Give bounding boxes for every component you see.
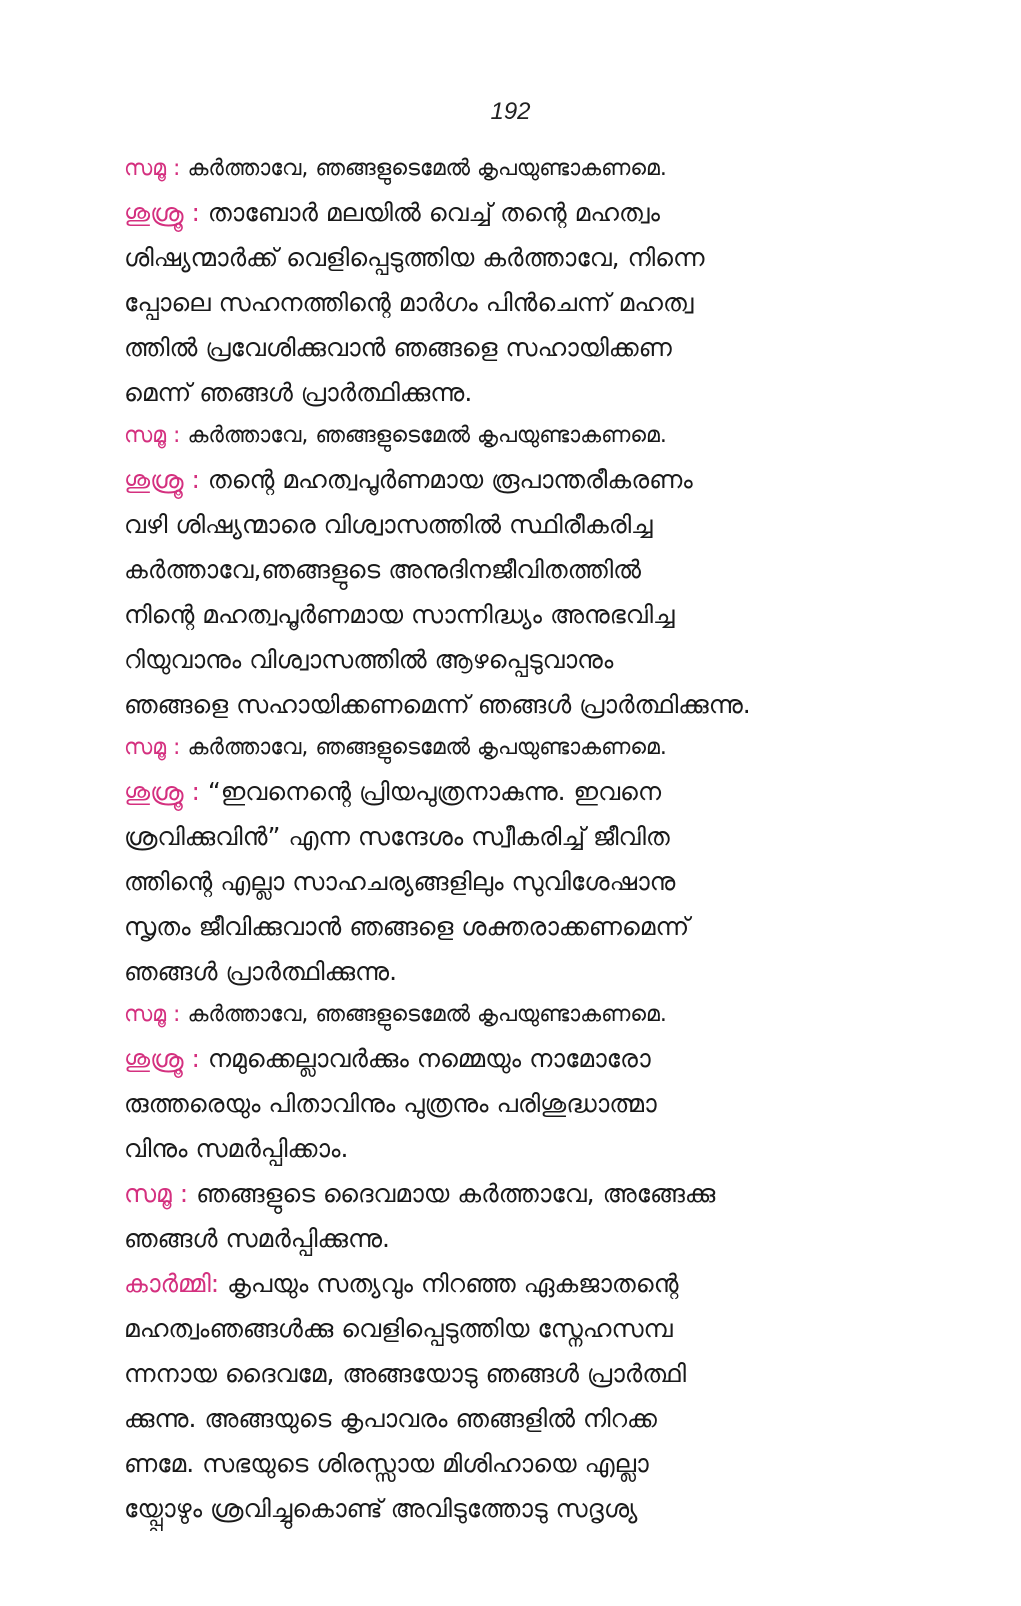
text-line: ത്തിന്റെ എല്ലാ സാഹചര്യങ്ങളിലും സുവിശേഷാനു: [124, 867, 676, 896]
text-line: സമൂ : കർത്താവേ, ഞങ്ങളുടെമേൽ കൃപയുണ്ടാകണമെ.: [124, 156, 667, 181]
speaker-label: സമൂ :: [124, 156, 181, 181]
text-line: ന്നനായ ദൈവമേ, അങ്ങയോടു ഞങ്ങൾ പ്രാർത്ഥി: [124, 1359, 687, 1388]
text-line: ശുശ്രൂ : തന്റെ മഹത്വപൂർണമായ രൂപാന്തരീകരണം: [124, 465, 693, 494]
text-line: കർത്താവേ,ഞങ്ങളുടെ അനുദിനജീവിതത്തിൽ: [124, 555, 642, 584]
text-line: ത്തിൽ പ്രവേശിക്കുവാൻ ഞങ്ങളെ സഹായിക്കണ: [124, 333, 672, 362]
text-line: യ്പ്പോഴും ശ്രവിച്ചുകൊണ്ട് അവിടുത്തോടു സദൃശ്യ: [124, 1494, 638, 1523]
prayer-text: [124, 148, 880, 1531]
offering-response-block: [124, 1171, 880, 1261]
speaker-label: സമൂ :: [124, 423, 181, 448]
text-line: മഹത്വംഞങ്ങൾക്കു വെളിപ്പെടുത്തിയ സ്നേഹസമ്പ: [124, 1314, 673, 1343]
text-line: ശ്രവിക്കുവിൻ” എന്ന സന്ദേശം സ്വീകരിച്ച് ജീവിത: [124, 822, 670, 851]
intercession-block: [124, 1036, 880, 1171]
text-line: റിയുവാനും വിശ്വാസത്തിൽ ആഴപ്പെടുവാനും: [124, 645, 614, 674]
intercession-block: [124, 190, 880, 415]
text-line: നിന്റെ മഹത്വപൂർണമായ സാന്നിദ്ധ്യം അനുഭവിച്ച: [124, 600, 675, 629]
text-line: സമൂ : കർത്താവേ, ഞങ്ങളുടെമേൽ കൃപയുണ്ടാകണമെ.: [124, 1002, 667, 1027]
text-line: സൃതം ജീവിക്കുവാൻ ഞങ്ങളെ ശക്തരാക്കണമെന്ന്: [124, 912, 690, 941]
response-block: [124, 415, 880, 457]
text-line: സമൂ : കർത്താവേ, ഞങ്ങളുടെമേൽ കൃപയുണ്ടാകണമെ.: [124, 423, 667, 448]
text-line: ശുശ്രൂ : “ഇവനെന്റെ പ്രിയപുത്രനാകുന്നു. ഇവനെ: [124, 777, 662, 806]
text-line: ണമേ. സഭയുടെ ശിരസ്സായ മിശിഹായെ എല്ലാ: [124, 1449, 649, 1478]
intercession-block: [124, 769, 880, 994]
speaker-label: സമൂ :: [124, 1179, 189, 1208]
text-line: പ്പോലെ സഹനത്തിന്റെ മാർഗം പിൻചെന്ന് മഹത്വ: [124, 288, 694, 317]
text-line: ഞങ്ങളെ സഹായിക്കണമെന്ന് ഞങ്ങൾ പ്രാർത്ഥിക്കുന്നു.: [124, 690, 751, 719]
text-line: മെന്ന് ഞങ്ങൾ പ്രാർത്ഥിക്കുന്നു.: [124, 378, 473, 407]
text-line: ശുശ്രൂ : താബോർ മലയിൽ വെച്ച് തന്റെ മഹത്വം: [124, 198, 660, 227]
celebrant-prayer-block: [124, 1261, 880, 1531]
page-number: 192: [490, 98, 531, 125]
text-line: വഴി ശിഷ്യന്മാരെ വിശ്വാസത്തിൽ സ്ഥിരീകരിച്ച: [124, 510, 653, 539]
text-line: ഞങ്ങൾ പ്രാർത്ഥിക്കുന്നു.: [124, 957, 398, 986]
response-block: [124, 727, 880, 769]
text-line: രുത്തരെയും പിതാവിനും പുത്രനും പരിശുദ്ധാത്മാ: [124, 1089, 657, 1118]
response-block: [124, 994, 880, 1036]
text-line: വിനും സമർപ്പിക്കാം.: [124, 1134, 349, 1163]
speaker-label: ശുശ്രൂ :: [124, 1044, 200, 1073]
speaker-label: ശുശ്രൂ :: [124, 198, 200, 227]
text-line: സമൂ : കർത്താവേ, ഞങ്ങളുടെമേൽ കൃപയുണ്ടാകണമെ.: [124, 735, 667, 760]
text-line: ശുശ്രൂ : നമുക്കെല്ലാവർക്കും നമ്മെയും നാമോരോ: [124, 1044, 651, 1073]
speaker-label: സമൂ :: [124, 735, 181, 760]
speaker-label: കാർമ്മി:: [124, 1269, 220, 1298]
intercession-block: [124, 457, 880, 727]
text-line: ക്കുന്നു. അങ്ങയുടെ കൃപാവരം ഞങ്ങളിൽ നിറക്ക: [124, 1404, 657, 1433]
text-line: ശിഷ്യന്മാർക്ക് വെളിപ്പെടുത്തിയ കർത്താവേ, നിന്നെ: [124, 243, 705, 272]
response-block: [124, 148, 880, 190]
speaker-label: ശുശ്രൂ :: [124, 777, 200, 806]
text-line: കാർമ്മി: കൃപയും സത്യവും നിറഞ്ഞ ഏകജാതന്റെ: [124, 1269, 679, 1298]
text-line: ഞങ്ങൾ സമർപ്പിക്കുന്നു.: [124, 1224, 390, 1253]
speaker-label: സമൂ :: [124, 1002, 181, 1027]
text-line: സമൂ : ഞങ്ങളുടെ ദൈവമായ കർത്താവേ, അങ്ങേക്കു: [124, 1179, 716, 1208]
speaker-label: ശുശ്രൂ :: [124, 465, 200, 494]
